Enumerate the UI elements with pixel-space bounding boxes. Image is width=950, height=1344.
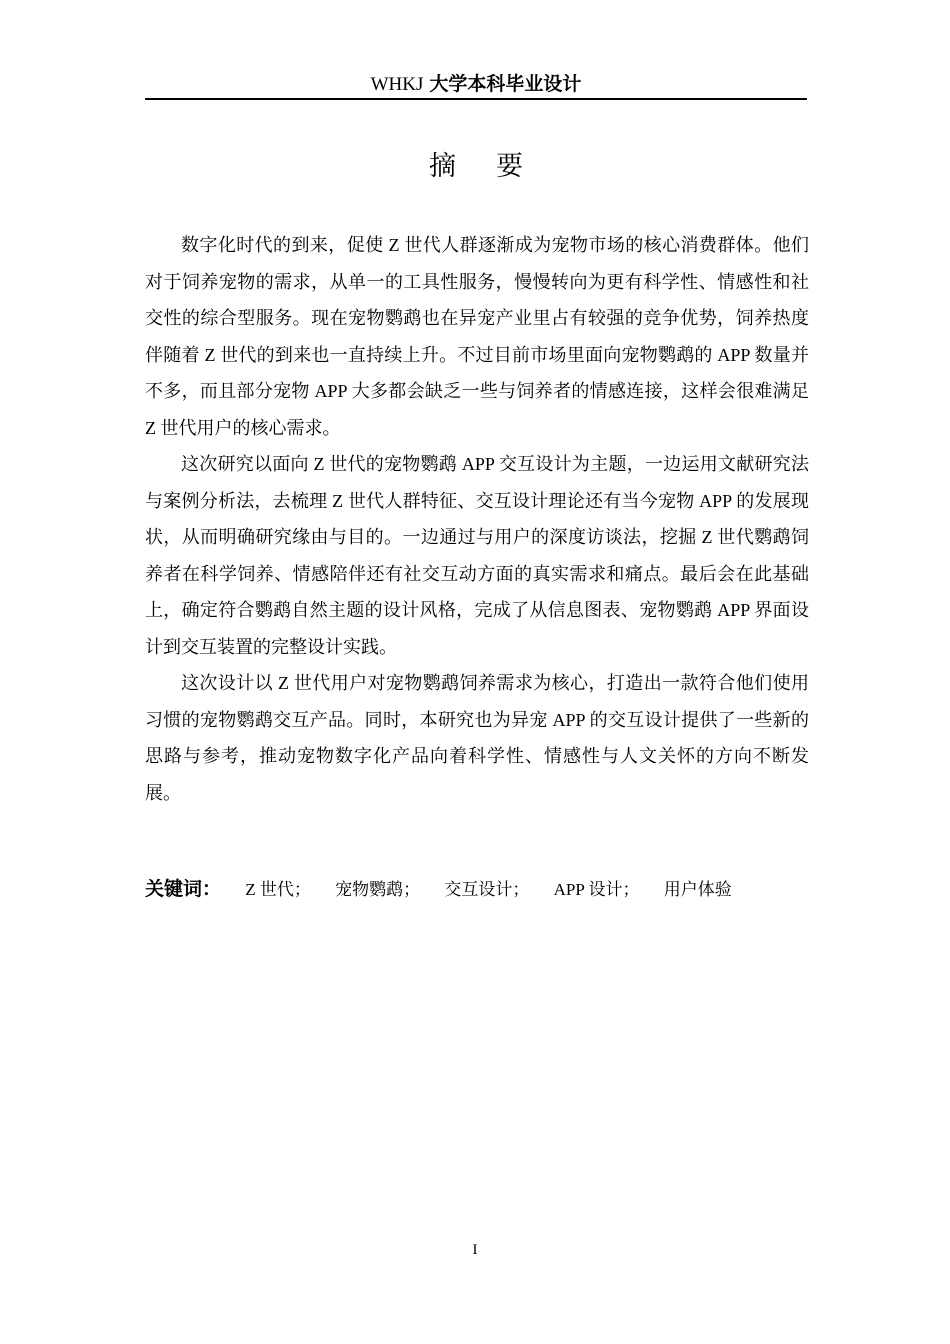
keyword-item: 交互设计； <box>444 880 530 899</box>
keyword-item: 宠物鹦鹉； <box>335 880 421 899</box>
keywords-line <box>145 872 809 907</box>
header-thesis-type: 大学本科毕业设计 <box>429 73 582 95</box>
abstract-title: 摘要 <box>429 151 563 182</box>
keyword-item: APP 设计； <box>553 880 640 899</box>
keyword-item: Z 世代； <box>245 880 311 899</box>
keywords-label: 关键词： <box>145 878 222 900</box>
abstract-body <box>145 227 809 811</box>
page-number: I <box>472 1242 478 1258</box>
abstract-paragraph-2: 这次研究以面向 Z 世代的宠物鹦鹉 APP 交互设计为主题，一边运用文献研究法与案例分析法，去梳理 Z 世代人群特征、交互设计理论还有当今宠物 APP 的发展现状，从而明确研究缘由与目的。一边通过与用户的深度访谈法，挖掘 Z 世代鹦鹉饲养者在科学饲养、情感陪伴还有社交互动方面的真实需求和痛点。最后会在此基础上，确定符合鹦鹉自然主题的设计风格，完成了从信息图表、宠物鹦鹉 APP 界面设计到交互装置的完整设计实践。 <box>145 454 809 657</box>
header-institution-code: WHKJ <box>370 74 424 95</box>
keyword-item: 用户体验 <box>663 880 732 899</box>
abstract-paragraph-3: 这次设计以 Z 世代用户对宠物鹦鹉饲养需求为核心，打造出一款符合他们使用习惯的宠物鹦鹉交互产品。同时，本研究也为异宠 APP 的交互设计提供了一些新的思路与参考，推动宠物数字化产品向着科学性、情感性与人文关怀的方向不断发展。 <box>145 673 809 803</box>
abstract-paragraph-1: 数字化时代的到来，促使 Z 世代人群逐渐成为宠物市场的核心消费群体。他们对于饲养宠物的需求，从单一的工具性服务，慢慢转向为更有科学性、情感性和社交性的综合型服务。现在宠物鹦鹉也在异宠产业里占有较强的竞争优势，饲养热度伴随着 Z 世代的到来也一直持续上升。不过目前市场里面向宠物鹦鹉的 APP 数量并不多，而且部分宠物 APP 大多都会缺乏一些与饲养者的情感连接，这样会很难满足 Z 世代用户的核心需求。 <box>145 235 809 438</box>
page-header <box>145 70 807 100</box>
